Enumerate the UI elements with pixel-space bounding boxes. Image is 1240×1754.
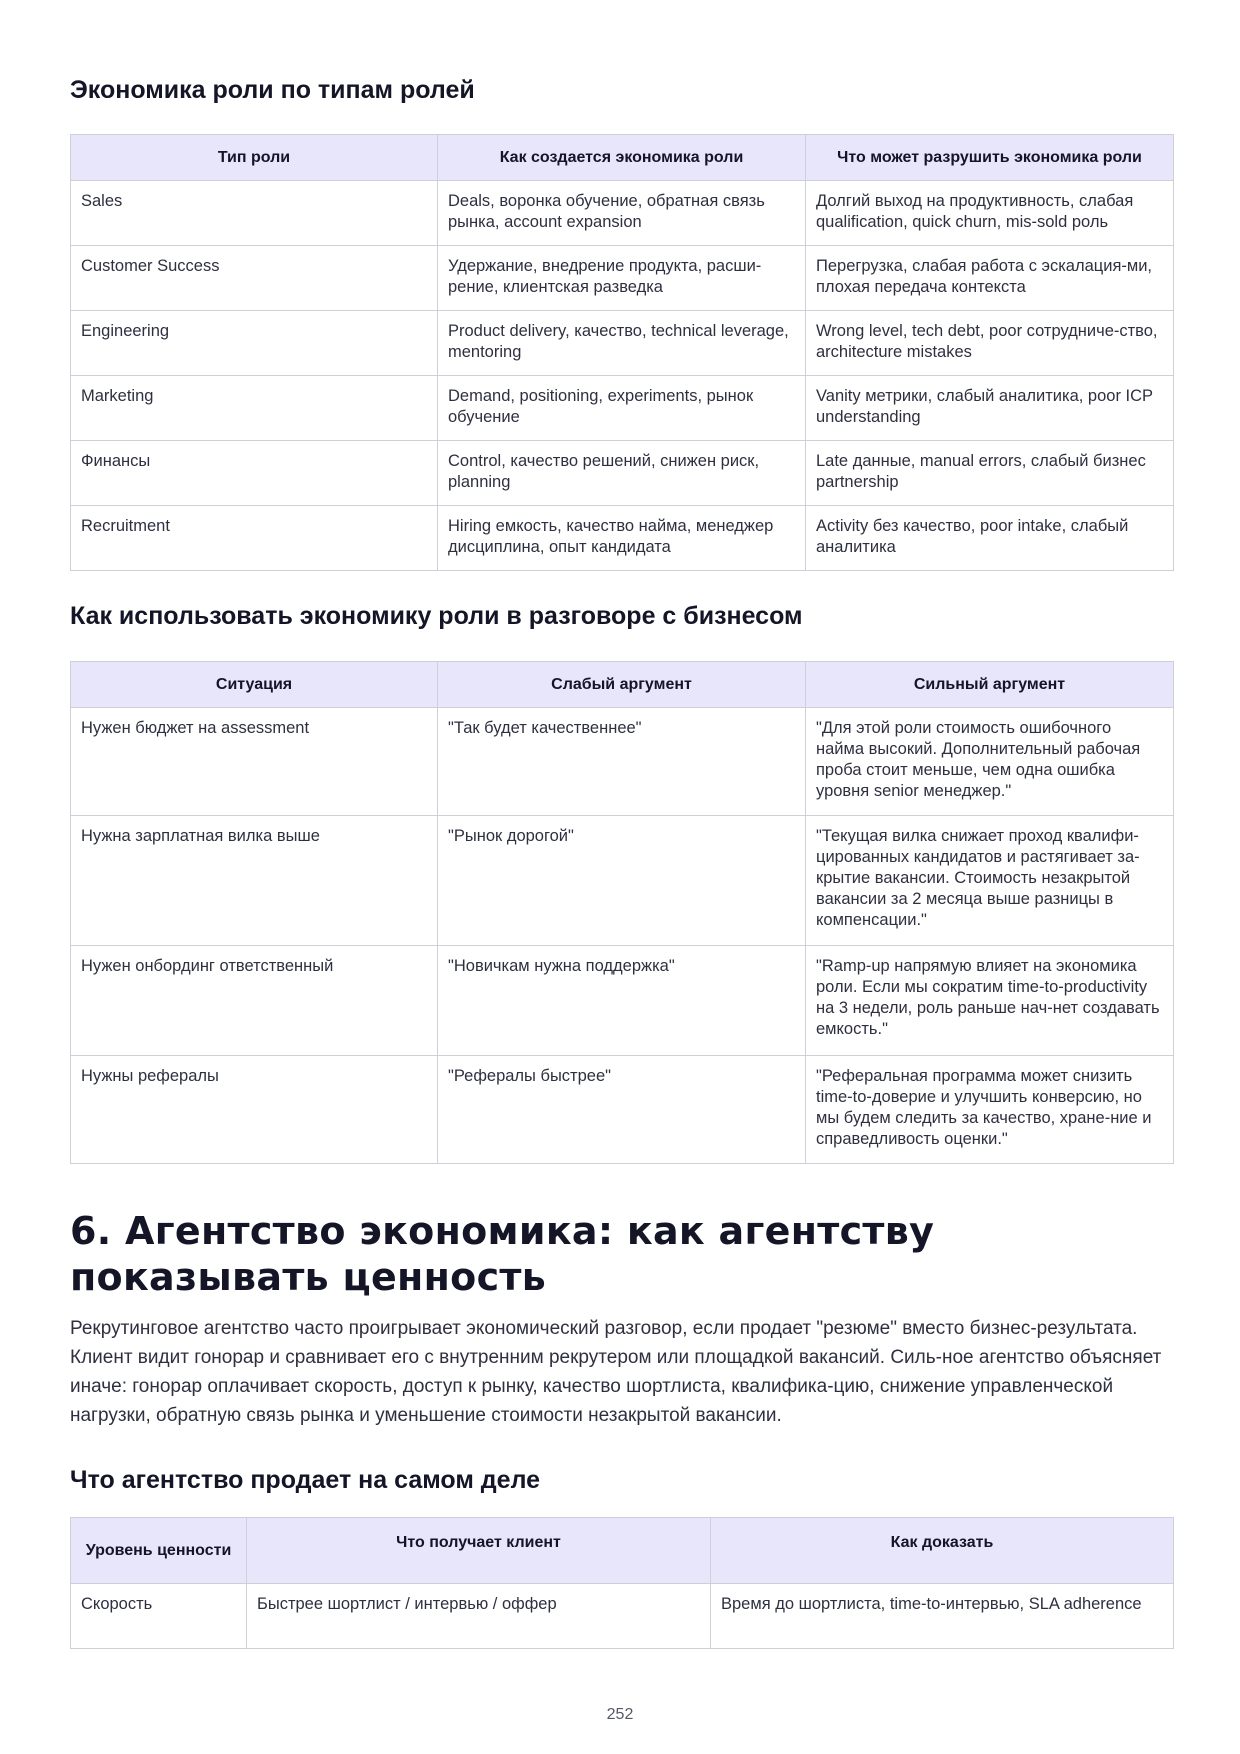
column-header: Как доказать [711,1518,1174,1584]
table-header-row [71,135,1174,181]
table-cell: Время до шортлиста, time-to-интервью, SLA adherence [711,1584,1174,1649]
table-cell: "Реферальная программа может снизить time-to-доверие и улучшить конверсию, но мы будем следить за качество, хране-ние и справедливость оценки." [806,1056,1174,1164]
table-cell: "Так будет качественнее" [438,708,806,816]
chapter-heading: 6. Агентство экономика: как агентству показывать ценность [70,1209,935,1299]
table-cell: Demand, positioning, experiments, рынок обучение [438,376,806,441]
table-cell: "Для этой роли стоимость ошибочного найма высокий. Дополнительный рабочая проба стоит меньше, чем одна ошибка уровня senior менеджер." [806,708,1174,816]
table-cell: Нужна зарплатная вилка выше [71,816,438,946]
table-row [71,441,1174,506]
table-row [71,816,1174,946]
table-cell: Activity без качество, poor intake, слабый аналитика [806,506,1174,571]
table-cell: Engineering [71,311,438,376]
column-header: Ситуация [71,662,438,708]
column-header: Сильный аргумент [806,662,1174,708]
table-cell: Recruitment [71,506,438,571]
table-cell: Hiring емкость, качество найма, менеджер дисциплина, опыт кандидата [438,506,806,571]
section-title-business-talk: Как использовать экономику роли в разговоре с бизнесом [70,602,803,630]
table-cell: Скорость [71,1584,247,1649]
table-cell: "Рынок дорогой" [438,816,806,946]
agency-value-table [70,1517,1174,1649]
column-header: Слабый аргумент [438,662,806,708]
table-cell: Deals, воронка обучение, обратная связь рынка, account expansion [438,181,806,246]
table-cell: Vanity метрики, слабый аналитика, poor ICP understanding [806,376,1174,441]
table-cell: Нужны рефералы [71,1056,438,1164]
table-cell: Marketing [71,376,438,441]
role-economics-table [70,134,1174,571]
table-cell: Быстрее шортлист / интервью / оффер [247,1584,711,1649]
table-cell: Control, качество решений, снижен риск, planning [438,441,806,506]
table-cell: Финансы [71,441,438,506]
table-cell: Нужен бюджет на assessment [71,708,438,816]
table-cell: Удержание, внедрение продукта, расши-рение, клиентская разведка [438,246,806,311]
column-header: Что может разрушить экономика роли [806,135,1174,181]
table-cell: Wrong level, tech debt, poor сотрудниче-ство, architecture mistakes [806,311,1174,376]
table-header-row [71,662,1174,708]
table-row [71,376,1174,441]
table-cell: "Текущая вилка снижает проход квалифи-цированных кандидатов и растягивает за-крытие вакансии. Стоимость незакрытой вакансии за 2 месяца выше разницы в компенсации." [806,816,1174,946]
table-cell: "Рефералы быстрее" [438,1056,806,1164]
table-cell: "Ramp-up напрямую влияет на экономика роли. Если мы сократим time-to-productivity на 3 недели, роль раньше нач-нет создавать емкость." [806,946,1174,1056]
table-row [71,1584,1174,1649]
column-header: Что получает клиент [247,1518,711,1584]
column-header: Уровень ценности [71,1518,247,1584]
table-cell: Долгий выход на продуктивность, слабая qualification, quick churn, mis-sold роль [806,181,1174,246]
table-row [71,181,1174,246]
page-number: 252 [606,1706,634,1723]
business-talk-table [70,661,1174,1164]
column-header: Как создается экономика роли [438,135,806,181]
table-cell: Sales [71,181,438,246]
table-cell: Нужен онбординг ответственный [71,946,438,1056]
table-cell: Перегрузка, слабая работа с эскалация-ми, плохая передача контекста [806,246,1174,311]
table-row [71,1056,1174,1164]
table-cell: Customer Success [71,246,438,311]
section-title-role-economics: Экономика роли по типам ролей [70,76,475,104]
table-row [71,946,1174,1056]
table-cell: "Новичкам нужна поддержка" [438,946,806,1056]
body-paragraph: Рекрутинговое агентство часто проигрывает экономический разговор, если продает "резюме" вместо бизнес-результата. Клиент видит гонорар и сравнивает его с внутренним рекрутером или площадкой вакансий. Силь-ное агентство объясняет иначе: гонорар оплачивает скорость, доступ к рынку, качество шортлиста, квалифика-цию, снижение управленческой нагрузки, обратную связь рынка и уменьшение стоимости незакрытой вакансии. [70,1318,1162,1426]
table-row [71,708,1174,816]
section-title-agency-sells: Что агентство продает на самом деле [70,1466,541,1494]
table-cell: Late данные, manual errors, слабый бизнес partnership [806,441,1174,506]
column-header: Тип роли [71,135,438,181]
table-row [71,246,1174,311]
table-row [71,311,1174,376]
table-cell: Product delivery, качество, technical leverage, mentoring [438,311,806,376]
table-row [71,506,1174,571]
table-header-row [71,1518,1174,1584]
